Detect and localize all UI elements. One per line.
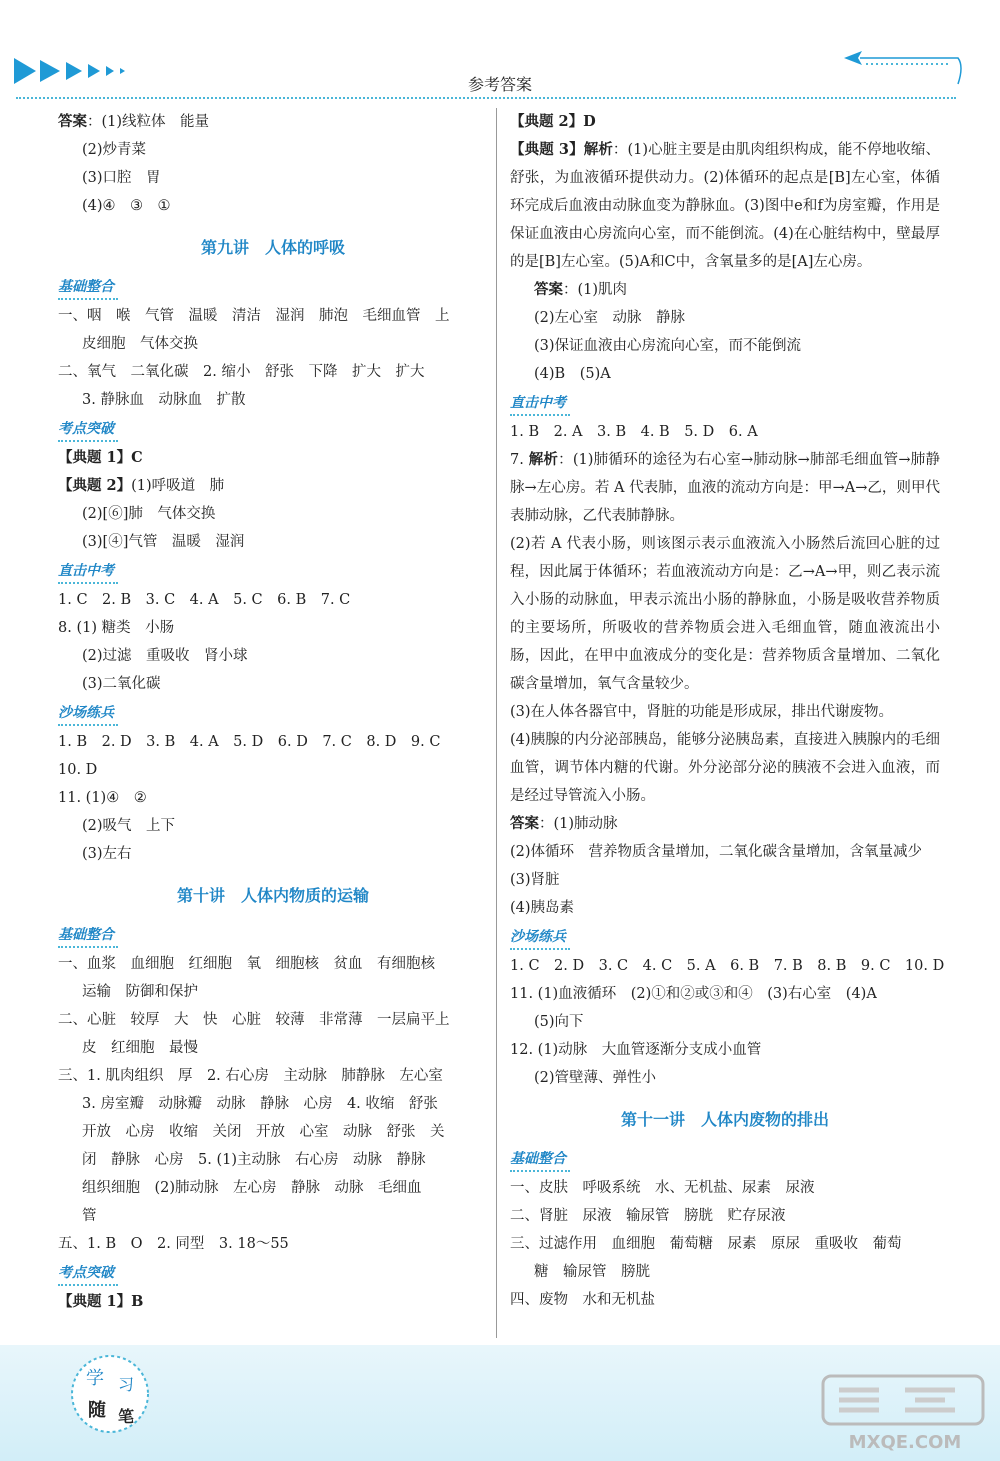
section-title-exam: 直击中考 bbox=[58, 560, 118, 584]
analysis-paragraph: (2)若 A 代表小肠，则该图示表示血液流入小肠然后流回心脏的过程，因此属于体循环；若血液流动方向是：乙→A→甲，则乙表示流入小肠的动脉血，甲表示流出小肠的静脉血，小肠是吸收营养物质的主要场所，所吸收的营养物质会进入毛细血管，随血液流出小肠，因此，在甲中血液成分的变化是：营养物质含量增加、二氧化碳含量增加，氧气含量较少。 bbox=[510, 536, 940, 692]
text-line: 3. 静脉血 动脉血 扩散 bbox=[82, 392, 246, 408]
svg-text:习: 习 bbox=[118, 1375, 135, 1394]
text-line: (4)胰岛素 bbox=[510, 900, 575, 916]
text-line: (2)左心室 动脉 静脉 bbox=[534, 310, 686, 326]
answer-line: 答案：(1)肺动脉 bbox=[510, 815, 618, 832]
example-line: 【典题 1】B bbox=[58, 1293, 144, 1310]
text-line: 组织细胞 (2)肺动脉 左心房 静脉 动脉 毛细血 bbox=[82, 1180, 422, 1196]
text-line: 运输 防御和保护 bbox=[82, 984, 198, 1000]
answer-line: (3)口腔 胃 bbox=[82, 170, 161, 186]
section-title-exam: 直击中考 bbox=[510, 392, 570, 416]
text-line: 三、过滤作用 血细胞 葡萄糖 尿素 原尿 重吸收 葡萄 bbox=[510, 1236, 902, 1252]
text-line: (2)[⑥]肺 气体交换 bbox=[82, 506, 216, 522]
svg-text:MXQE.COM: MXQE.COM bbox=[848, 1432, 962, 1453]
text-line: 开放 心房 收缩 关闭 开放 心室 动脉 舒张 关 bbox=[82, 1124, 445, 1140]
study-notes-badge-icon bbox=[66, 1350, 154, 1438]
answer-line: (2)炒青菜 bbox=[82, 142, 147, 158]
text-line: 一、皮肤 呼吸系统 水、无机盐、尿素 尿液 bbox=[510, 1180, 815, 1196]
analysis-paragraph: (3)在人体各器官中，肾脏的功能是形成尿，排出代谢废物。 bbox=[510, 704, 894, 720]
section-title-basic: 基础整合 bbox=[58, 276, 118, 300]
text-line: (4)B (5)A bbox=[534, 366, 611, 382]
answers-row: 1. C 2. B 3. C 4. A 5. C 6. B 7. C bbox=[58, 592, 351, 608]
text-line: 一、咽 喉 气管 温暖 清洁 湿润 肺泡 毛细血管 上 bbox=[58, 308, 450, 324]
text-line: (2)过滤 重吸收 肾小球 bbox=[82, 648, 248, 664]
text-line: (3)保证血液由心房流向心室，而不能倒流 bbox=[534, 338, 802, 354]
lecture-title: 第十一讲 人体内废物的排出 bbox=[620, 1110, 829, 1129]
text-line: 11. (1)血液循环 (2)①和②或③和④ (3)右心室 (4)A bbox=[510, 986, 877, 1002]
lecture-title: 第九讲 人体的呼吸 bbox=[200, 238, 345, 257]
header-divider bbox=[16, 97, 956, 99]
section-title-drill: 沙场练兵 bbox=[58, 702, 118, 726]
text-line: 二、氧气 二氧化碳 2. 缩小 舒张 下降 扩大 扩大 bbox=[58, 364, 425, 380]
text-line: 糖 输尿管 膀胱 bbox=[534, 1264, 650, 1280]
answer-paragraph: (2)体循环 营养物质含量增加，二氧化碳含量增加，含氧量减少 bbox=[510, 844, 923, 860]
text-line: 皮 红细胞 最慢 bbox=[82, 1040, 198, 1056]
lecture-title: 第十讲 人体内物质的运输 bbox=[176, 886, 369, 905]
answers-row: 1. B 2. A 3. B 4. B 5. D 6. A bbox=[510, 424, 758, 440]
answer-line: 答案：(1)线粒体 能量 bbox=[58, 113, 210, 130]
analysis-paragraph: (4)胰腺的内分泌部胰岛，能够分泌胰岛素，直接进入胰腺内的毛细血管，调节体内糖的代谢。外分泌部分泌的胰液不会进入血液，而是经过导管流入小肠。 bbox=[510, 732, 940, 804]
text-line: 闭 静脉 心房 5. (1)主动脉 右心房 动脉 静脉 bbox=[82, 1152, 426, 1168]
text-line: 12. (1)动脉 大血管逐渐分支成小血管 bbox=[510, 1042, 762, 1058]
column-divider bbox=[496, 108, 497, 1338]
text-line: 五、1. B O 2. 同型 3. 18～55 bbox=[58, 1236, 289, 1252]
text-line: 四、废物 水和无机盐 bbox=[510, 1292, 655, 1308]
arrow-left-decoration-icon bbox=[840, 48, 965, 88]
example-line: 【典题 1】C bbox=[58, 449, 143, 466]
text-line: 3. 房室瓣 动脉瓣 动脉 静脉 心房 4. 收缩 舒张 bbox=[82, 1096, 438, 1112]
section-title-breakthrough: 考点突破 bbox=[58, 1262, 118, 1286]
text-line: (3)左右 bbox=[82, 846, 132, 862]
text-line: 一、血浆 血细胞 红细胞 氧 细胞核 贫血 有细胞核 bbox=[58, 956, 435, 972]
text-line: (3)[④]气管 温暖 湿润 bbox=[82, 534, 245, 550]
section-title-basic: 基础整合 bbox=[58, 924, 118, 948]
watermark-logo bbox=[815, 1370, 995, 1456]
section-title-breakthrough: 考点突破 bbox=[58, 418, 118, 442]
text-line: 三、1. 肌肉组织 厚 2. 右心房 主动脉 肺静脉 左心室 bbox=[58, 1068, 443, 1084]
analysis-paragraph: 7. 解析：(1)肺循环的途径为右心室→肺动脉→肺部毛细血管→肺静脉→左心房。若 A 代表肺，血液的流动方向是：甲→A→乙，则甲代表肺动脉，乙代表肺静脉。 bbox=[510, 451, 940, 524]
svg-text:笔: 笔 bbox=[118, 1407, 135, 1426]
example-line: 【典题 2】D bbox=[510, 113, 596, 130]
text-line: 11. (1)④ ② bbox=[58, 790, 147, 806]
example-line: 【典题 2】(1)呼吸道 肺 bbox=[58, 477, 225, 494]
page-header bbox=[0, 0, 1000, 104]
text-line: 二、肾脏 尿液 输尿管 膀胱 贮存尿液 bbox=[510, 1208, 786, 1224]
answers-row: 1. C 2. D 3. C 4. C 5. A 6. B 7. B 8. B 9. C 10. D bbox=[510, 958, 945, 974]
text-line: 8. (1) 糖类 小肠 bbox=[58, 620, 175, 636]
text-line: (2)管壁薄、弹性小 bbox=[534, 1070, 657, 1086]
text-line: 10. D bbox=[58, 762, 98, 778]
page-header-title: 参考答案 bbox=[467, 75, 532, 94]
right-column bbox=[510, 108, 945, 1314]
text-line: (3)二氧化碳 bbox=[82, 676, 161, 692]
text-line: 管 bbox=[82, 1208, 97, 1224]
text-line: (5)向下 bbox=[534, 1014, 584, 1030]
svg-text:学: 学 bbox=[86, 1368, 104, 1389]
text-line: 皮细胞 气体交换 bbox=[82, 336, 198, 352]
answers-row: 1. B 2. D 3. B 4. A 5. D 6. D 7. C 8. D 9. C bbox=[58, 734, 441, 750]
text-line: 二、心脏 较厚 大 快 心脏 较薄 非常薄 一层扁平上 bbox=[58, 1012, 450, 1028]
answer-line: (4)④ ③ ① bbox=[82, 198, 171, 214]
section-title-drill: 沙场练兵 bbox=[510, 926, 570, 950]
left-column bbox=[58, 108, 488, 1316]
text-line: (2)吸气 上下 bbox=[82, 818, 176, 834]
section-title-basic: 基础整合 bbox=[510, 1148, 570, 1172]
text-line: (3)肾脏 bbox=[510, 872, 560, 888]
analysis-paragraph: 【典题 3】解析：(1)心脏主要是由肌肉组织构成，能不停地收缩、舒张，为血液循环提供动力。(2)体循环的起点是[B]左心室，体循环完成后血液由动脉血变为静脉血。(3)图中e和f为房室瓣，作用是保证血液由心房流向心室，而不能倒流。(4)在心脏结构中，壁最厚的是[B]左心室。(5)A和C中，含氧量多的是[A]左心房。 bbox=[510, 141, 940, 270]
answer-line: 答案：(1)肌肉 bbox=[534, 281, 628, 298]
svg-text:随: 随 bbox=[88, 1400, 106, 1421]
